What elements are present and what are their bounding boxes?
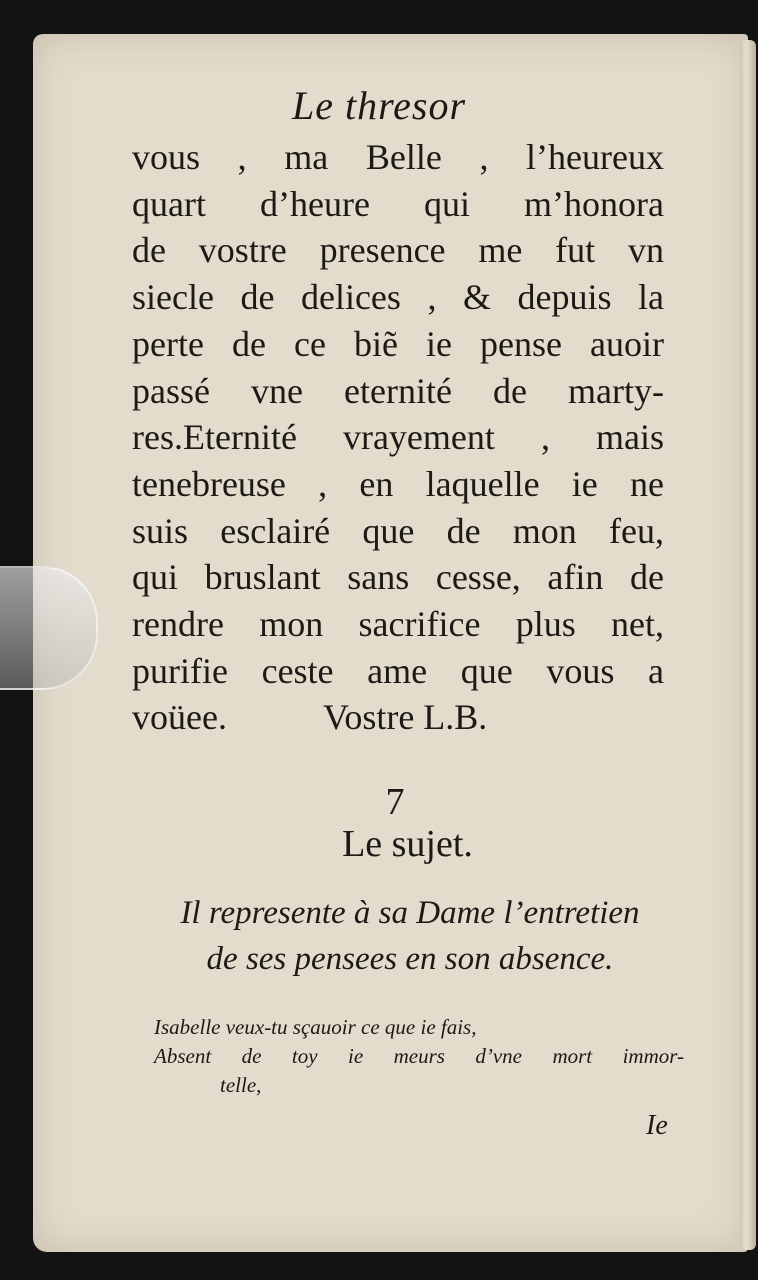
text-line: passé vne eternité de marty- — [132, 370, 664, 411]
poem-line: Absent de toy ie meurs d’vne mort immor- — [154, 1044, 684, 1068]
running-title: Le thresor — [291, 83, 467, 128]
text-line: qui bruslant sans cesse, afin de — [132, 557, 664, 598]
text-line: suis esclairé que de mon feu, — [132, 510, 664, 551]
closing-word: voüee. — [132, 697, 227, 738]
letter-text — [132, 134, 664, 741]
poem-line: telle, — [220, 1073, 262, 1097]
text-line: vous , ma Belle , l’heureux — [132, 137, 664, 177]
text-line: quart d’heure qui m’honora — [132, 183, 664, 224]
poem-line: Isabelle veux-tu sçauoir ce que ie fais, — [154, 1015, 477, 1039]
argument-line: Il represente à sa Dame l’entretien — [180, 895, 640, 931]
catchword: Ie — [646, 1110, 668, 1141]
text-line: de vostre presence me fut vn — [132, 230, 664, 271]
signature: Vostre L.B. — [322, 697, 488, 738]
page-edge — [740, 40, 756, 1250]
text-line: res.Eternité vrayement , mais — [132, 417, 664, 458]
text-line: perte de ce biẽ ie pense auoir — [132, 323, 664, 364]
page-clip — [0, 566, 98, 690]
section-subject: Le sujet. — [342, 823, 473, 865]
text-line: purifie ceste ame que vous a — [132, 650, 664, 691]
text-line: siecle de delices , & depuis la — [132, 277, 664, 318]
closing-line — [132, 694, 664, 741]
poem — [154, 1013, 684, 1100]
section-argument — [140, 890, 680, 982]
text-line: tenebreuse , en laquelle ie ne — [132, 463, 664, 504]
text-line: rendre mon sacrifice plus net, — [132, 604, 664, 645]
argument-line: de ses pensees en son absence. — [206, 941, 614, 977]
section-number: 7 — [385, 781, 405, 823]
